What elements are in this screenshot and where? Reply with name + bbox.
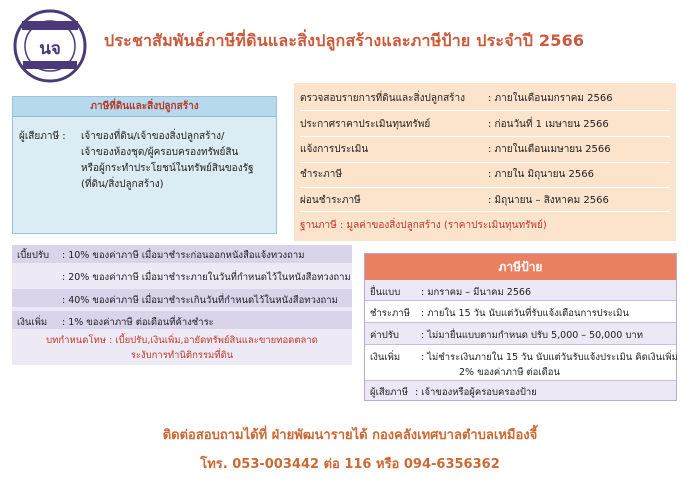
taxpayer-line: (ที่ดิน/สิ่งปลูกสร้าง)	[81, 179, 164, 190]
sign-label: เงินเพิ่ม	[370, 352, 401, 363]
sign-text: : ไม่ชำระเงินภายใน 15 วัน นับแต่วันรับแจ้งประเมิน คิดเงินเพิ่ม	[421, 352, 678, 363]
land-tax-header: ภาษีที่ดินและสิ่งปลูกสร้าง	[13, 97, 276, 117]
penalty-note: ระงับการทำนิติกรรมที่ดิน	[130, 350, 234, 361]
contact-phone: โทร. 053-003442 ต่อ 116 หรือ 094-6356362	[200, 457, 500, 472]
sign-label: ยื่นแบบ	[370, 287, 401, 298]
sign-text: : มกราคม – มีนาคม 2566	[421, 287, 531, 298]
schedule-value: : มิถุนายน – สิงหาคม 2566	[488, 195, 609, 206]
schedule-value: : ภายในเดือนมกราคม 2566	[488, 93, 613, 104]
divider	[365, 344, 676, 345]
schedule-label: ประกาศราคาประเมินทุนทรัพย์	[300, 119, 431, 130]
sign-text: : ไม่มายื่นแบบตามกำหนด ปรับ 5,000 – 50,000 บาท	[421, 330, 643, 341]
taxpayer-label: ผู้เสียภาษี :	[19, 131, 66, 142]
sign-text: 2% ของค่าภาษี ต่อเดือน	[459, 367, 560, 378]
schedule-value: : ภายใน มิถุนายน 2566	[488, 169, 594, 180]
penalties-panel	[12, 245, 352, 365]
sign-label: ผู้เสียภาษี	[370, 387, 409, 398]
penalty-text: : 20% ของค่าภาษี เมื่อมาชำระภายในวันที่กำหนดไว้ในหนังสือทวงถาม	[62, 272, 351, 283]
divider	[300, 211, 670, 212]
penalty-label: เบี้ยปรับ	[17, 250, 50, 261]
sign-label: ค่าปรับ	[370, 330, 399, 341]
land-tax-panel	[12, 96, 277, 234]
schedule-value: : ก่อนวันที่ 1 เมษายน 2566	[488, 119, 609, 130]
contact-line: ติดต่อสอบถามได้ที่ ฝ่ายพัฒนารายได้ กองคลังเทศบาลตำบลเหมืองจี้	[162, 428, 538, 443]
divider	[365, 300, 676, 301]
penalty-text: : 10% ของค่าภาษี เมื่อมาชำระก่อนออกหนังสือแจ้งทวงถาม	[62, 250, 305, 261]
divider	[300, 110, 670, 111]
logo-mark: นจ	[39, 39, 61, 59]
penalty-text: : 40% ของค่าภาษี เมื่อมาชำระเกินวันที่กำหนดไว้ในหนังสือทวงถาม	[62, 295, 338, 306]
divider	[300, 162, 670, 163]
sign-text: : ภายใน 15 วัน นับแต่วันที่รับแจ้งเตือนการประเมิน	[421, 308, 629, 319]
tax-base-text: ฐานภาษี : มูลค่าของสิ่งปลูกสร้าง (ราคาประเมินทุนทรัพย์)	[300, 220, 547, 231]
surcharge-label: เงินเพิ่ม	[17, 317, 48, 328]
signboard-tax-panel	[364, 253, 677, 401]
schedule-value: : ภายในเดือนเมษายน 2566	[488, 144, 611, 155]
divider	[300, 136, 670, 137]
taxpayer-line: เจ้าของห้องชุด/ผู้ครอบครองทรัพย์สิน	[81, 147, 239, 158]
schedule-label: ตรวจสอบรายการที่ดินและสิ่งปลูกสร้าง	[300, 93, 466, 104]
penalty-note: บทกำหนดโทษ : เบี้ยปรับ,เงินเพิ่ม,อายัดทรัพย์สินและขายทอดตลาด	[46, 335, 318, 346]
signboard-tax-header: ภาษีป้าย	[365, 254, 676, 280]
sign-label: ชำระภาษี	[370, 308, 410, 319]
page-title: ประชาสัมพันธ์ภาษีที่ดินและสิ่งปลูกสร้างและภาษีป้าย ประจำปี 2566	[104, 31, 585, 50]
schedule-label: ชำระภาษี	[300, 169, 342, 180]
surcharge-text: : 1% ของค่าภาษี ต่อเดือนที่ค้างชำระ	[62, 317, 214, 328]
schedule-label: ผ่อนชำระภาษี	[300, 195, 361, 206]
schedule-panel	[294, 83, 676, 241]
schedule-label: แจ้งการประเมิน	[300, 144, 369, 155]
taxpayer-line: หรือผู้กระทำประโยชน์ในทรัพย์สินของรัฐ	[81, 163, 254, 174]
divider	[300, 187, 670, 188]
municipality-seal-logo	[13, 9, 87, 83]
sign-text: : เจ้าของหรือผู้ครอบครองป้าย	[415, 387, 537, 398]
taxpayer-line: เจ้าของที่ดิน/เจ้าของสิ่งปลูกสร้าง/	[81, 131, 225, 142]
